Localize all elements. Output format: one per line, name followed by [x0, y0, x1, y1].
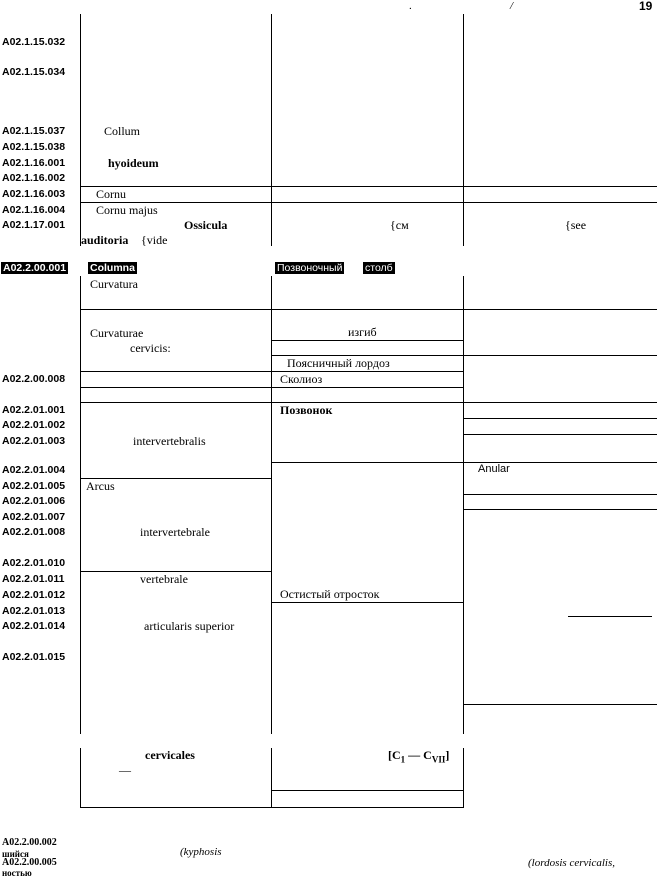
term-code: A02.2.01.004 [2, 464, 66, 476]
table-rule [463, 748, 464, 808]
term-code: A02.2.01.008 [2, 526, 66, 538]
latin-term: Curvaturae [90, 326, 144, 340]
footnote-term: (lordosis cervicalis, [528, 857, 615, 869]
latin-term: cervicales [145, 748, 195, 762]
header-dot: . [409, 0, 412, 12]
table-rule [463, 276, 464, 734]
table-rule [271, 276, 272, 734]
footnote-code: A02.2.00.002 [2, 837, 57, 848]
term-code: A02.2.00.001 [3, 262, 67, 274]
english-term: {see [565, 218, 587, 232]
table-rule [271, 748, 272, 808]
table-rule [463, 14, 464, 246]
header-slash: / [510, 0, 514, 12]
latin-term: auditoria [81, 233, 129, 247]
footnote-code: A02.2.00.005 [2, 857, 57, 868]
latin-dash: — [119, 763, 131, 777]
footnote-word: шийся [2, 849, 29, 859]
latin-term: Collum [104, 124, 141, 138]
vertebra-range: [$C_1$ — $C_{VII}$] [388, 748, 450, 765]
latin-term: Cornu [96, 187, 126, 201]
term-code: A02.2.01.011 [2, 573, 65, 585]
table-rule [80, 371, 463, 372]
russian-term: {см [390, 218, 409, 232]
russian-term: Позвоночный [277, 262, 343, 274]
term-code: A02.2.01.015 [2, 651, 66, 663]
russian-term: столб [365, 262, 393, 274]
table-rule [463, 494, 657, 495]
latin-term: cervicis: [130, 341, 171, 355]
latin-term: Ossicula [184, 218, 228, 232]
footnote-word: ностью [2, 868, 32, 878]
table-rule [80, 202, 657, 203]
latin-term: vertebrale [140, 572, 188, 586]
term-code: A02.2.01.005 [2, 480, 66, 492]
term-code: A02.2.01.001 [2, 404, 66, 416]
table-rule [463, 509, 657, 510]
russian-term: Сколиоз [280, 372, 323, 386]
term-code: A02.1.16.004 [2, 204, 66, 216]
latin-term: intervertebrale [140, 525, 210, 539]
latin-term: Curvatura [90, 277, 138, 291]
term-code: A02.1.15.032 [2, 36, 66, 48]
term-code: A02.1.15.037 [2, 125, 66, 137]
table-rule [80, 309, 657, 310]
term-code: A02.1.16.003 [2, 188, 66, 200]
table-rule [80, 387, 463, 388]
latin-term: intervertebralis [133, 434, 206, 448]
latin-term: articularis superior [144, 619, 235, 633]
latin-term: Columna [90, 262, 135, 274]
latin-term: Cornu majus [96, 203, 158, 217]
term-code: A02.2.01.010 [2, 557, 66, 569]
term-code: A02.2.00.008 [2, 373, 66, 385]
term-code: A02.1.17.001 [2, 219, 66, 231]
term-code: A02.2.01.002 [2, 419, 66, 431]
term-code: A02.1.16.002 [2, 172, 66, 184]
russian-term: изгиб [348, 325, 377, 339]
russian-term: Остистый отросток [280, 587, 380, 601]
table-rule [271, 602, 463, 603]
term-code: A02.2.01.007 [2, 511, 66, 523]
table-rule [80, 186, 657, 187]
table-rule [463, 418, 657, 419]
table-rule [463, 704, 657, 705]
latin-term: hyoideum [108, 156, 159, 170]
english-term: Anular [478, 463, 510, 475]
table-rule [80, 748, 81, 808]
term-code: A02.2.01.014 [2, 620, 66, 632]
table-rule [80, 807, 463, 808]
term-code: A02.2.01.013 [2, 605, 66, 617]
table-rule [271, 462, 657, 463]
table-rule [80, 276, 81, 734]
latin-term: {vide [141, 233, 168, 247]
latin-term: Arcus [86, 479, 115, 493]
term-code: A02.1.15.038 [2, 141, 66, 153]
table-rule [271, 340, 463, 341]
table-rule [80, 402, 657, 403]
footnote-term: (kyphosis [180, 846, 222, 858]
term-code: A02.1.15.034 [2, 66, 66, 78]
table-rule [271, 14, 272, 246]
table-rule [80, 14, 81, 246]
term-code: A02.1.16.001 [2, 157, 66, 169]
table-rule [271, 790, 463, 791]
page-number: 19 [639, 0, 653, 13]
table-rule [568, 616, 652, 617]
term-code: A02.2.01.012 [2, 589, 66, 601]
russian-term: Позвонок [280, 403, 333, 417]
term-code: A02.2.01.006 [2, 495, 66, 507]
table-rule [463, 434, 657, 435]
term-code: A02.2.01.003 [2, 435, 66, 447]
russian-term: Поясничный лордоз [287, 356, 390, 370]
